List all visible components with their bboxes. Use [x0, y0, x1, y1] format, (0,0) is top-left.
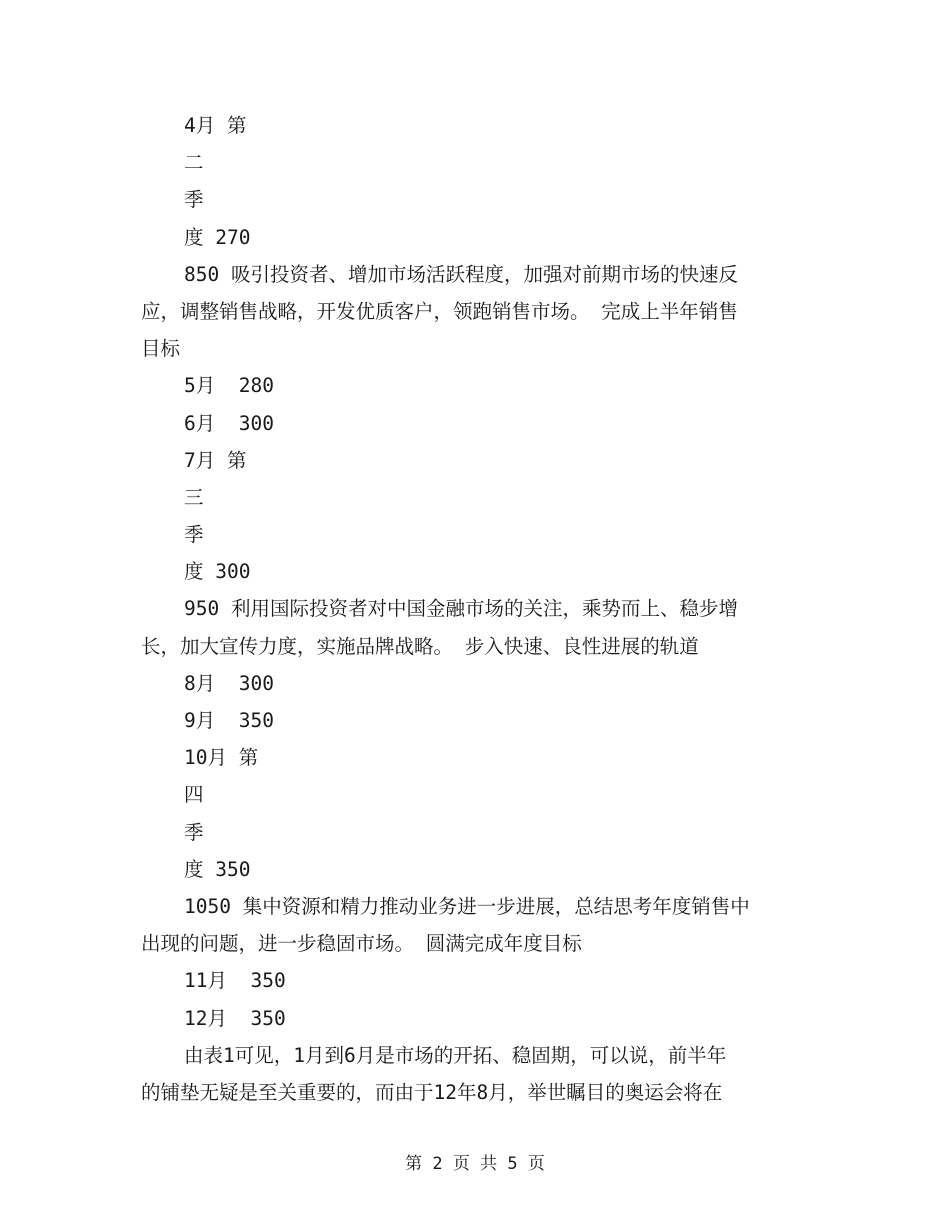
text-line: 四 — [184, 783, 204, 807]
text-line: 由表1可见，1月到6月是市场的开拓、稳固期，可以说，前半年 — [184, 1043, 727, 1067]
text-line: 950 利用国际投资者对中国金融市场的关注，乘势而上、稳步增 — [184, 597, 738, 621]
text-line: 4月 第 — [184, 114, 247, 137]
text-line: 季 — [184, 820, 204, 844]
text-line: 度 300 — [184, 560, 251, 584]
text-line: 二 — [184, 151, 204, 175]
text-line: 7月 第 — [184, 448, 247, 472]
text-line: 目标 — [141, 337, 181, 361]
text-line: 的铺垫无疑是至关重要的，而由于12年8月，举世瞩目的奥运会将在 — [141, 1080, 723, 1104]
text-line: 1050 集中资源和精力推动业务进一步进展，总结思考年度销售中 — [184, 894, 750, 918]
text-line: 5月 280 — [184, 374, 274, 398]
text-line: 出现的问题，进一步稳固市场。 圆满完成年度目标 — [141, 932, 582, 956]
document-body — [141, 107, 809, 1111]
text-line: 8月 300 — [184, 671, 274, 695]
text-line: 长，加大宣传力度，实施品牌战略。 步入快速、良性进展的轨道 — [141, 634, 699, 658]
text-line: 10月 第 — [184, 746, 259, 770]
text-line: 三 — [184, 485, 204, 509]
text-line: 12月 350 — [184, 1006, 286, 1030]
page-footer: 第 2 页 共 5 页 — [405, 1154, 545, 1174]
text-line: 9月 350 — [184, 709, 274, 732]
text-line: 应，调整销售战略，开发优质客户，领跑销售市场。 完成上半年销售 — [141, 299, 738, 323]
text-line: 850 吸引投资者、增加市场活跃程度，加强对前期市场的快速反 — [184, 262, 738, 286]
text-line: 11月 350 — [184, 969, 286, 993]
text-line: 度 350 — [184, 857, 251, 881]
text-line: 6月 300 — [184, 411, 274, 435]
text-line: 季 — [184, 523, 204, 547]
text-line: 度 270 — [184, 225, 251, 249]
text-line: 季 — [184, 188, 204, 212]
